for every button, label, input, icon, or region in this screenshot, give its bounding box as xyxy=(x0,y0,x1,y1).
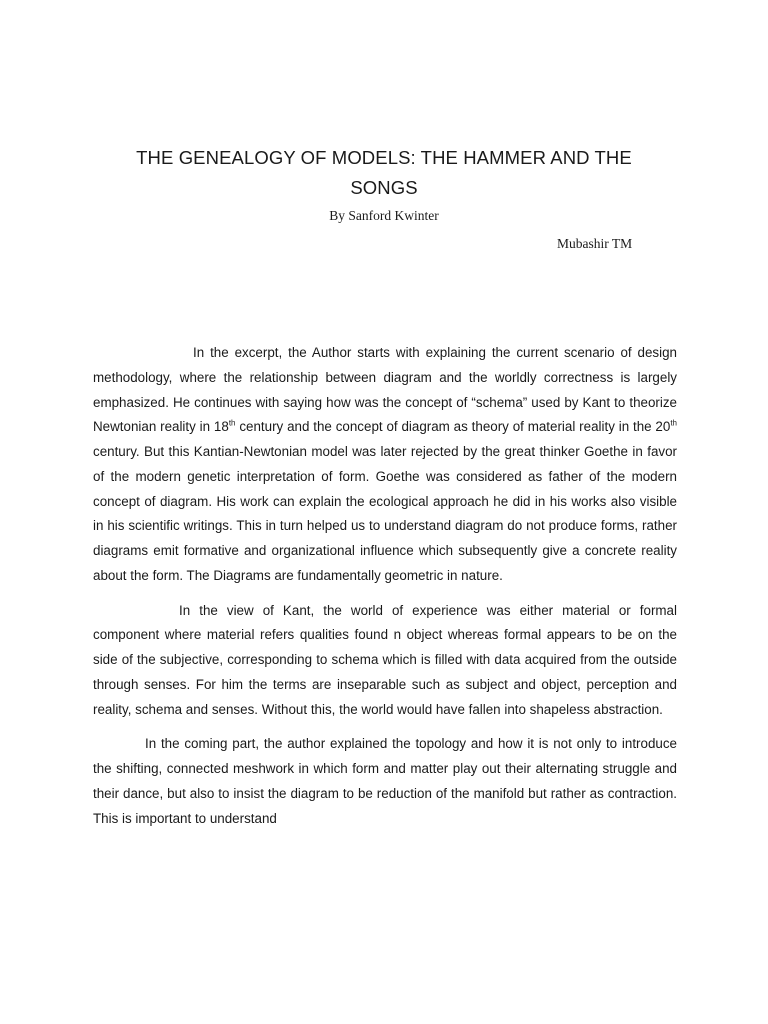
paragraph-3 xyxy=(93,732,677,831)
document-title: THE GENEALOGY OF MODELS: THE HAMMER AND THE SONGS xyxy=(136,147,632,198)
student-name: Mubashir TM xyxy=(557,236,633,251)
document-body xyxy=(93,341,677,831)
author-byline: By Sanford Kwinter xyxy=(329,208,439,223)
paragraph-text: century. But this Kantian-Newtonian model was later rejected by the great thinker Goethe in favor of the modern genetic interpretation of form. Goethe was considered as father of the modern concept of diagram. His work can explain the ecological approach he did in his works also visible in his scientific writings. This in turn helped us to understand diagram do not produce forms, rather diagrams emit formative and organizational influence which subsequently give a concrete reality about the form. The Diagrams are fundamentally geometric in nature. xyxy=(93,444,677,583)
paragraph-1 xyxy=(93,341,677,589)
superscript-ordinal: th xyxy=(228,418,236,428)
superscript-ordinal: th xyxy=(670,418,677,428)
paragraph-text: In the coming part, the author explained the topology and how it is not only to introduce the shifting, connected meshwork in which form and matter play out their alternating struggle and their dance, but also to insist the diagram to be reduction of the manifold but rather as contraction. This is important to understand xyxy=(93,736,677,826)
paragraph-2 xyxy=(93,599,677,723)
paragraph-text: century and the concept of diagram as theory of material reality in the 20 xyxy=(235,419,671,435)
paragraph-text: In the view of Kant, the world of experience was either material or formal component where material refers qualities found n object whereas formal appears to be on the side of the subjective, corresponding to schema which is filled with data acquired from the outside through senses. For him the terms are inseparable such as subject and object, perception and reality, schema and senses. Without this, the world would have fallen into shapeless abstraction. xyxy=(93,602,677,717)
paragraph-text: In the excerpt, the Author starts with explaining the current scenario of design methodology, where the relationship between diagram and the worldly correctness is largely emphasized. He continues with saying how was the concept of “schema” used by Kant to theorize Newtonian reality in 18 xyxy=(93,345,677,435)
